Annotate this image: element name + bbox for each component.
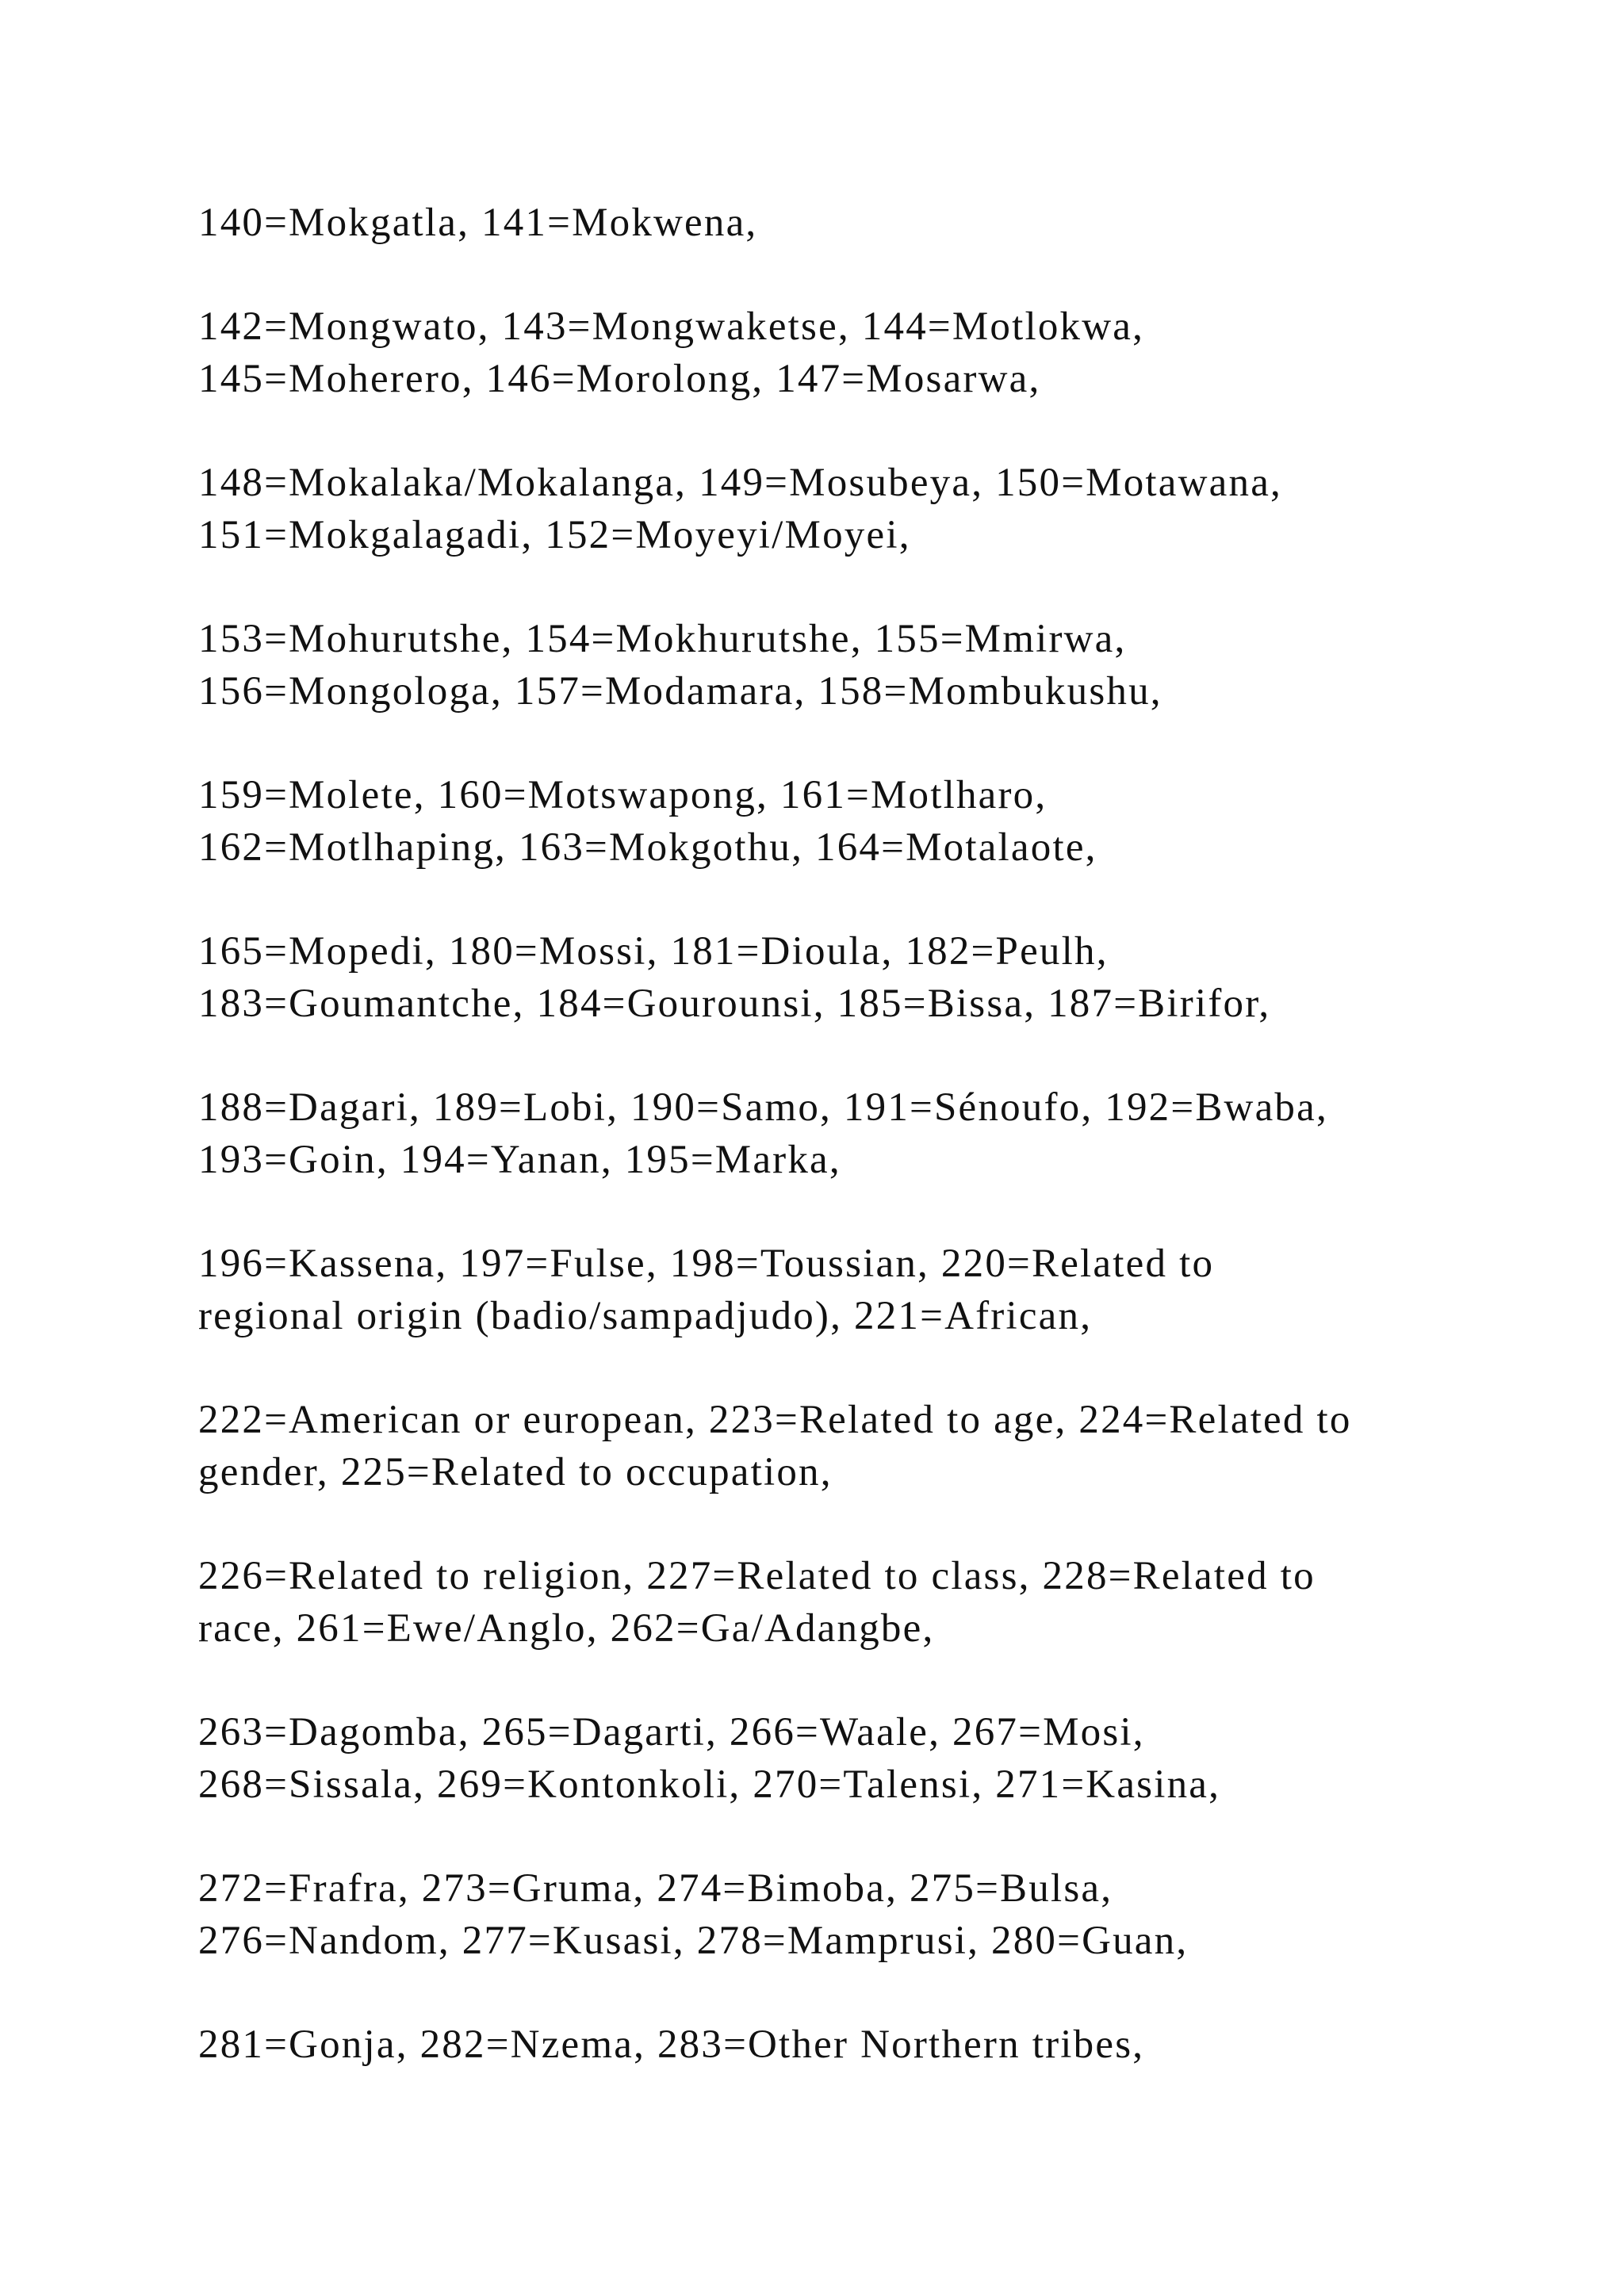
- text-line: 153=Mohurutshe, 154=Mokhurutshe, 155=Mmirwa,: [198, 617, 1127, 661]
- text-line: 148=Mokalaka/Mokalanga, 149=Mosubeya, 150=Motawana,: [198, 461, 1282, 505]
- text-line: 165=Mopedi, 180=Mossi, 181=Dioula, 182=Peulh,: [198, 929, 1109, 974]
- paragraph: [198, 1238, 1467, 1342]
- paragraph: [198, 925, 1467, 1030]
- paragraph: [198, 1862, 1467, 1967]
- paragraph: [198, 2019, 1467, 2071]
- text-line: 222=American or european, 223=Related to age, 224=Related to: [198, 1398, 1352, 1442]
- text-line: 276=Nandom, 277=Kusasi, 278=Mamprusi, 280=Guan,: [198, 1919, 1189, 1963]
- paragraph: [198, 1081, 1467, 1186]
- paragraph: [198, 1706, 1467, 1811]
- text-line: gender, 225=Related to occupation,: [198, 1450, 833, 1494]
- text-line: 156=Mongologa, 157=Modamara, 158=Mombukushu,: [198, 669, 1162, 714]
- text-line: 159=Molete, 160=Motswapong, 161=Motlharo,: [198, 773, 1048, 817]
- text-line: 140=Mokgatla, 141=Mokwena,: [198, 201, 758, 245]
- paragraph: [198, 613, 1467, 718]
- text-line: race, 261=Ewe/Anglo, 262=Ga/Adangbe,: [198, 1606, 935, 1651]
- paragraph: [198, 1394, 1467, 1498]
- paragraph: [198, 457, 1467, 561]
- paragraph: [198, 300, 1467, 405]
- text-line: 193=Goin, 194=Yanan, 195=Marka,: [198, 1138, 841, 1182]
- text-line: 142=Mongwato, 143=Mongwaketse, 144=Motlokwa,: [198, 304, 1145, 349]
- paragraph: [198, 769, 1467, 874]
- paragraph: [198, 1550, 1467, 1655]
- text-line: 188=Dagari, 189=Lobi, 190=Samo, 191=Sénoufo, 192=Bwaba,: [198, 1085, 1328, 1130]
- document-body: [198, 197, 1467, 2122]
- text-line: 281=Gonja, 282=Nzema, 283=Other Northern tribes,: [198, 2022, 1145, 2067]
- text-line: 226=Related to religion, 227=Related to class, 228=Related to: [198, 1554, 1316, 1598]
- text-line: regional origin (badio/sampadjudo), 221=African,: [198, 1294, 1093, 1338]
- text-line: 263=Dagomba, 265=Dagarti, 266=Waale, 267=Mosi,: [198, 1710, 1145, 1755]
- text-line: 272=Frafra, 273=Gruma, 274=Bimoba, 275=Bulsa,: [198, 1866, 1113, 1911]
- text-line: 268=Sissala, 269=Kontonkoli, 270=Talensi, 271=Kasina,: [198, 1762, 1221, 1807]
- text-line: 183=Goumantche, 184=Gourounsi, 185=Bissa, 187=Birifor,: [198, 982, 1271, 1026]
- text-line: 162=Motlhaping, 163=Mokgothu, 164=Motalaote,: [198, 825, 1097, 870]
- text-line: 151=Mokgalagadi, 152=Moyeyi/Moyei,: [198, 513, 911, 557]
- text-line: 145=Moherero, 146=Morolong, 147=Mosarwa,: [198, 357, 1041, 401]
- paragraph: [198, 197, 1467, 249]
- text-line: 196=Kassena, 197=Fulse, 198=Toussian, 220=Related to: [198, 1242, 1215, 1286]
